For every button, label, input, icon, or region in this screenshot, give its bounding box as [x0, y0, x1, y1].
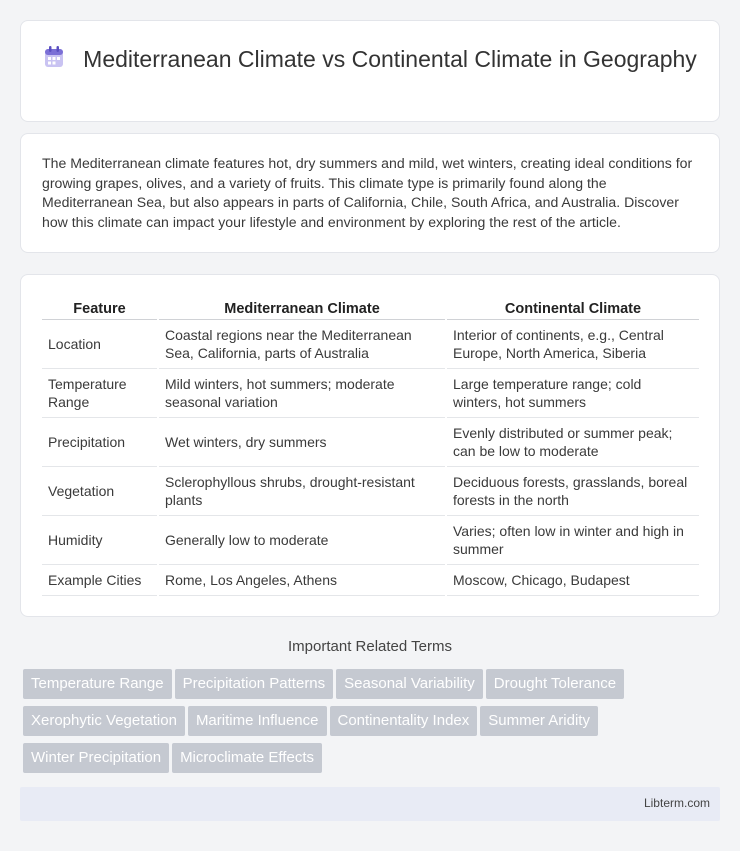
tag-microclimate-effects[interactable]: Microclimate Effects: [172, 743, 322, 773]
footer-brand[interactable]: Libterm.com: [643, 796, 710, 810]
header-feature: Feature: [42, 295, 158, 319]
cell-mediterranean: Generally low to moderate: [158, 515, 446, 564]
related-terms-heading: Important Related Terms: [288, 638, 452, 655]
table-row: [42, 466, 699, 515]
cell-feature: Example Cities: [42, 564, 158, 595]
tag-temperature-range[interactable]: Temperature Range: [23, 669, 172, 699]
header-mediterranean: Mediterranean Climate: [158, 295, 446, 319]
tag-maritime-influence[interactable]: Maritime Influence: [188, 706, 327, 736]
tag-drought-tolerance[interactable]: Drought Tolerance: [486, 669, 624, 699]
intro-card: [20, 133, 720, 253]
related-terms-list: [23, 669, 713, 780]
comparison-table-card: [20, 274, 720, 617]
table-row: [42, 417, 699, 466]
cell-mediterranean: Coastal regions near the Mediterranean Sea, California, parts of Australia: [158, 319, 446, 368]
cell-continental: Evenly distributed or summer peak; can be low to moderate: [446, 417, 699, 466]
tag-seasonal-variability[interactable]: Seasonal Variability: [336, 669, 483, 699]
table-row: [42, 319, 699, 368]
cell-mediterranean: Wet winters, dry summers: [158, 417, 446, 466]
cell-mediterranean: Mild winters, hot summers; moderate seasonal variation: [158, 368, 446, 417]
table-row: [42, 368, 699, 417]
cell-feature: Vegetation: [42, 466, 158, 515]
table-row: [42, 515, 699, 564]
cell-continental: Moscow, Chicago, Budapest: [446, 564, 699, 595]
page-title: [21, 45, 719, 76]
table-row: [42, 564, 699, 595]
cell-continental: Interior of continents, e.g., Central Europe, North America, Siberia: [446, 319, 699, 368]
page-title-text: Mediterranean Climate vs Continental Climate in Geography: [83, 46, 697, 72]
cell-feature: Precipitation: [42, 417, 158, 466]
comparison-table: [42, 295, 699, 596]
tag-xerophytic-vegetation[interactable]: Xerophytic Vegetation: [23, 706, 185, 736]
cell-mediterranean: Rome, Los Angeles, Athens: [158, 564, 446, 595]
cell-continental: Varies; often low in winter and high in summer: [446, 515, 699, 564]
tag-winter-precipitation[interactable]: Winter Precipitation: [23, 743, 169, 773]
tag-precipitation-patterns[interactable]: Precipitation Patterns: [175, 669, 334, 699]
cell-feature: Location: [42, 319, 158, 368]
cell-mediterranean: Sclerophyllous shrubs, drought-resistant plants: [158, 466, 446, 515]
cell-continental: Large temperature range; cold winters, hot summers: [446, 368, 699, 417]
title-card: [20, 20, 720, 122]
cell-feature: Humidity: [42, 515, 158, 564]
cell-feature: Temperature Range: [42, 368, 158, 417]
tag-summer-aridity[interactable]: Summer Aridity: [480, 706, 598, 736]
cell-continental: Deciduous forests, grasslands, boreal forests in the north: [446, 466, 699, 515]
tag-continentality-index[interactable]: Continentality Index: [330, 706, 478, 736]
header-continental: Continental Climate: [446, 295, 699, 319]
calendar-icon: [43, 45, 65, 76]
footer: [20, 787, 720, 821]
table-header-row: [42, 295, 699, 319]
intro-paragraph: The Mediterranean climate features hot, dry summers and mild, wet winters, creating ideal conditions for growing grapes, olives, and a variety of fruits. This climate type is primarily found along the Mediterranean Sea, but also appears in parts of California, Chile, South Africa, and Australia. Discover how this climate can impact your lifestyle and environment by exploring the rest of the article.: [42, 155, 693, 230]
